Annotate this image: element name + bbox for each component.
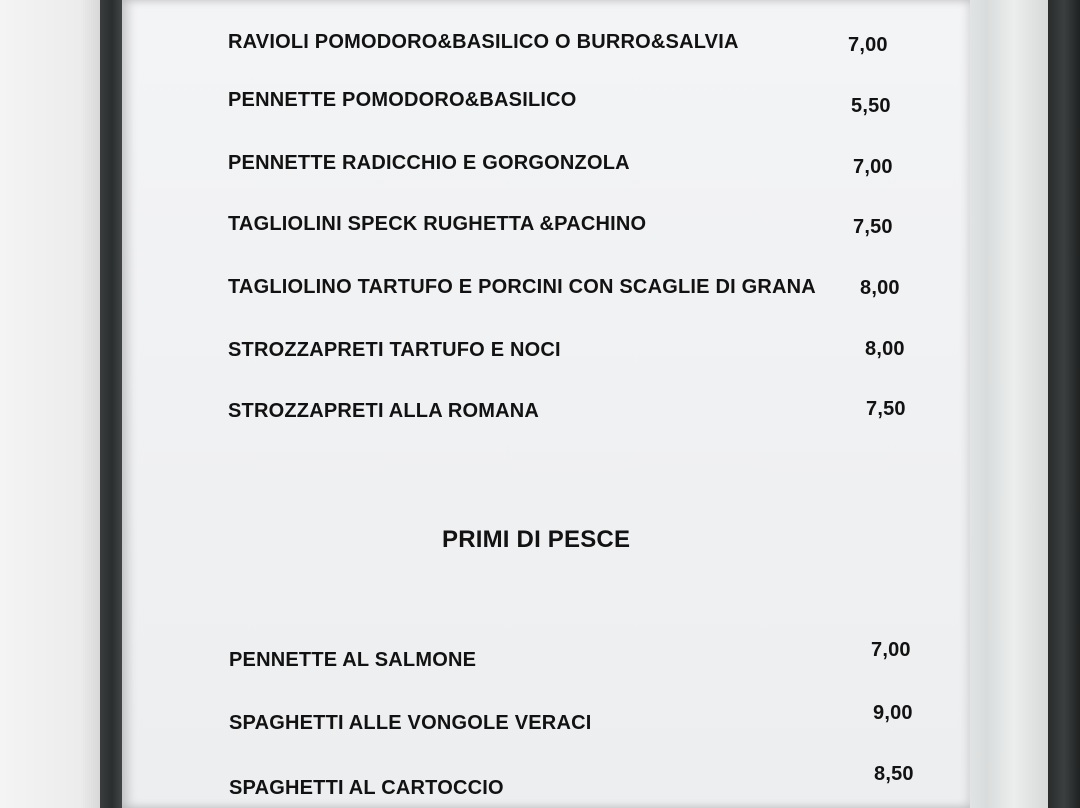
menu-item-price: 8,00 <box>860 277 900 299</box>
menu-item-price: 7,00 <box>871 639 911 661</box>
plastic-sleeve-edge <box>960 0 1050 808</box>
menu-item-name: PENNETTE AL SALMONE <box>229 649 477 671</box>
menu-item-price: 8,00 <box>865 338 905 360</box>
menu-item-name: STROZZAPRETI ALLA ROMANA <box>228 400 540 422</box>
menu-item-name: PENNETTE RADICCHIO E GORGONZOLA <box>228 152 630 174</box>
menu-item-price: 7,50 <box>866 398 906 420</box>
section-title-primi-di-pesce: PRIMI DI PESCE <box>442 526 631 553</box>
menu-item-price: 7,50 <box>853 216 893 238</box>
left-menu-page <box>0 0 100 808</box>
menu-item-price: 7,00 <box>848 34 888 56</box>
menu-item-name: RAVIOLI POMODORO&BASILICO O BURRO&SALVIA <box>228 31 739 53</box>
menu-item-name: STROZZAPRETI TARTUFO E NOCI <box>228 339 561 361</box>
menu-item-price: 7,00 <box>853 156 893 178</box>
menu-item-price: 5,50 <box>851 95 891 117</box>
menu-item-name: SPAGHETTI AL CARTOCCIO <box>229 777 504 799</box>
menu-item-name: TAGLIOLINI SPECK RUGHETTA &PACHINO <box>228 213 647 235</box>
menu-item-price: 8,50 <box>874 763 914 785</box>
menu-item-name: PENNETTE POMODORO&BASILICO <box>228 89 577 111</box>
right-menu-binding <box>1048 0 1080 808</box>
menu-item-name: TAGLIOLINO TARTUFO E PORCINI CON SCAGLIE DI GRANA <box>228 276 816 298</box>
menu-item-price: 9,00 <box>873 702 913 724</box>
menu-sheet <box>122 0 970 808</box>
menu-item-name: SPAGHETTI ALLE VONGOLE VERACI <box>229 712 592 734</box>
